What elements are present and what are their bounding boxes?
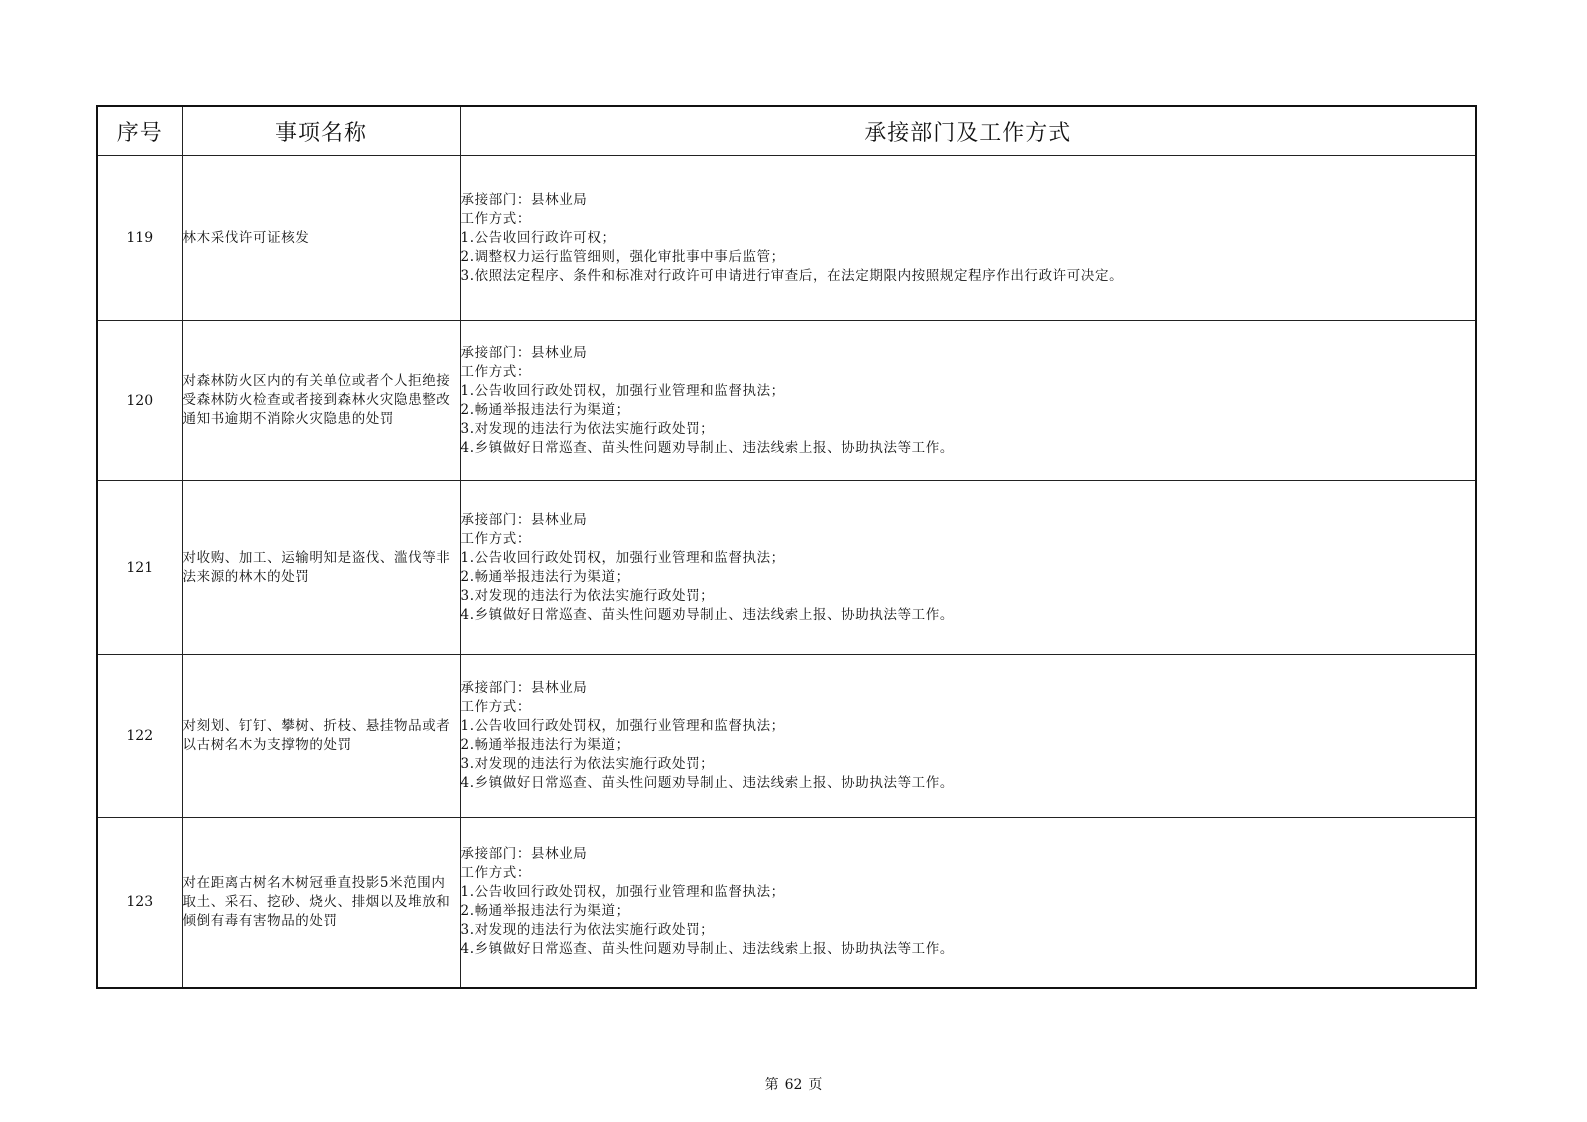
header-seq: 序号 [97, 106, 182, 156]
detail-line: 2.调整权力运行监管细则，强化审批事中事后监管； [460, 248, 785, 265]
header-dept-method: 承接部门及工作方式 [460, 106, 1476, 156]
row-number: 122 [97, 655, 182, 818]
page-footer [0, 1074, 1587, 1094]
item-name: 对森林防火区内的有关单位或者个人拒绝接受森林防火检查或者接到森林火灾隐患整改通知书逾期不消除火灾隐患的处罚 [182, 321, 460, 481]
table-row [97, 481, 1476, 655]
row-number: 119 [97, 156, 182, 321]
header-item-name: 事项名称 [182, 106, 460, 156]
detail-line: 2.畅通举报违法行为渠道； [460, 401, 630, 418]
detail-line: 工作方式： [460, 865, 531, 882]
item-name: 对在距离古树名木树冠垂直投影5米范围内取土、采石、挖砂、烧火、排烟以及堆放和倾倒有毒有害物品的处罚 [182, 818, 460, 988]
detail-line: 3.对发现的违法行为依法实施行政处罚； [460, 587, 715, 604]
detail-line: 2.畅通举报违法行为渠道； [460, 737, 630, 753]
detail-line: 3.依照法定程序、条件和标准对行政许可申请进行审查后，在法定期限内按照规定程序作出行政许可决定。 [460, 267, 1124, 284]
detail-line: 工作方式： [460, 530, 531, 547]
header-row [97, 106, 1476, 156]
page-suffix: 页 [808, 1077, 823, 1093]
item-name: 对收购、加工、运输明知是盗伐、滥伐等非法来源的林木的处罚 [182, 481, 460, 655]
detail-line: 4.乡镇做好日常巡查、苗头性问题劝导制止、违法线索上报、协助执法等工作。 [460, 439, 954, 456]
table-row [97, 818, 1476, 988]
page-prefix: 第 [764, 1077, 779, 1093]
dept-method [460, 156, 1476, 321]
detail-line: 1.公告收回行政许可权； [460, 229, 616, 246]
detail-line: 4.乡镇做好日常巡查、苗头性问题劝导制止、违法线索上报、协助执法等工作。 [460, 606, 954, 623]
table-row [97, 321, 1476, 481]
detail-line: 2.畅通举报违法行为渠道； [460, 568, 630, 585]
detail-line: 承接部门：县林业局 [460, 846, 588, 863]
dept-method [460, 321, 1476, 481]
dept-method [460, 655, 1476, 818]
detail-line: 承接部门：县林业局 [460, 511, 588, 528]
detail-line: 2.畅通举报违法行为渠道； [460, 903, 630, 920]
detail-line: 3.对发现的违法行为依法实施行政处罚； [460, 420, 715, 437]
row-number: 123 [97, 818, 182, 988]
row-number: 120 [97, 321, 182, 481]
row-number: 121 [97, 481, 182, 655]
detail-line: 1.公告收回行政处罚权，加强行业管理和监督执法； [460, 718, 785, 734]
detail-line: 4.乡镇做好日常巡查、苗头性问题劝导制止、违法线索上报、协助执法等工作。 [460, 941, 954, 958]
page-number: 62 [784, 1077, 803, 1093]
table-row [97, 156, 1476, 321]
detail-line: 3.对发现的违法行为依法实施行政处罚； [460, 756, 715, 772]
matters-table [96, 105, 1477, 989]
detail-line: 1.公告收回行政处罚权，加强行业管理和监督执法； [460, 549, 785, 566]
detail-line: 1.公告收回行政处罚权，加强行业管理和监督执法； [460, 382, 785, 399]
dept-method [460, 818, 1476, 988]
detail-line: 4.乡镇做好日常巡查、苗头性问题劝导制止、违法线索上报、协助执法等工作。 [460, 775, 954, 791]
detail-line: 3.对发现的违法行为依法实施行政处罚； [460, 922, 715, 939]
item-name: 对刻划、钉钉、攀树、折枝、悬挂物品或者以古树名木为支撑物的处罚 [182, 655, 460, 818]
detail-line: 工作方式： [460, 699, 531, 715]
detail-line: 工作方式： [460, 363, 531, 380]
detail-line: 承接部门：县林业局 [460, 191, 588, 208]
detail-line: 承接部门：县林业局 [460, 344, 588, 361]
detail-line: 工作方式： [460, 210, 531, 227]
item-name: 林木采伐许可证核发 [182, 156, 460, 321]
detail-line: 承接部门：县林业局 [460, 680, 588, 696]
dept-method [460, 481, 1476, 655]
table-row [97, 655, 1476, 818]
detail-line: 1.公告收回行政处罚权，加强行业管理和监督执法； [460, 884, 785, 901]
